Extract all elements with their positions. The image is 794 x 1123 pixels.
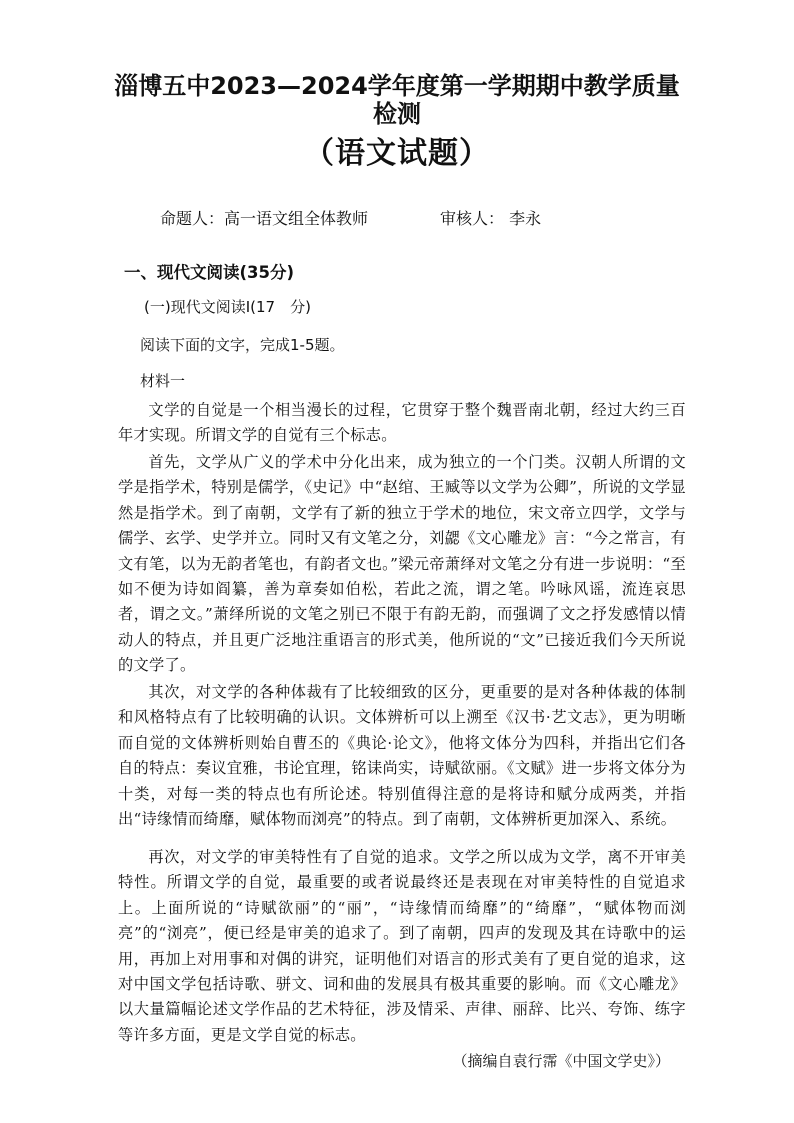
exam-title-line1: 淄博五中2023—2024学年度第一学期期中教学质量 bbox=[114, 72, 680, 100]
paragraph-2: 首先，文学从广义的学术中分化出来，成为独立的一个门类。汉朝人所谓的文学是指学术，特别是儒学，《史记》中“赵绾、王臧等以文学为公卿”，所说的文学显然是指学术。到了南朝，文学有了新的独立于学术的地位，宋文帝立四学，文学与儒学、玄学、史学并立。同时又有文笔之分，刘勰《文心雕龙》言：“今之常言，有文有笔，以为无韵者笔也，有韵者文也。”梁元帝萧绎对文笔之分有进一步说明：“至如不便为诗如阎纂，善为章奏如伯松，若此之流，谓之笔。吟咏风谣，流连哀思者，谓之文。”萧绎所说的文笔之别已不限于有韵无韵，而强调了文之抒发感情以情动人的特点，并且更广泛地注重语言的形式美，他所说的“文”已接近我们今天所说的文学了。 bbox=[118, 453, 687, 675]
reading-instruction: 阅读下面的文字，完成1-5题。 bbox=[140, 336, 345, 354]
author-line: 命题人：高一语文组全体教师 bbox=[160, 209, 369, 228]
paragraph-4: 再次，对文学的审美特性有了自觉的追求。文学之所以成为文学，离不开审美特性。所谓文学的自觉，最重要的或者说最终还是表现在对审美特性的自觉追求上。上面所说的“诗赋欲丽”的“丽”，“诗缘情而绮靡”的“绮靡”，“赋体物而浏亮”的“浏亮”，便已经是审美的追求了。到了南朝，四声的发现及其在诗歌中的运用，再加上对用事和对偶的讲究，证明他们对语言的形式美有了更自觉的追求，这对中国文学包括诗歌、骈文、词和曲的发展具有极其重要的影响。而《文心雕龙》以大量篇幅论述文学作品的艺术特征，涉及情采、声律、丽辞、比兴、夸饰、练字等许多方面，更是文学自觉的标志。 bbox=[118, 848, 686, 1044]
section-heading: 一、现代文阅读(35分) bbox=[124, 263, 295, 282]
paragraph-3: 其次，对文学的各种体裁有了比较细致的区分，更重要的是对各种体裁的体制和风格特点有了比较明确的认识。文体辨析可以上溯至《汉书·艺文志》，更为明晰而自觉的文体辨析则始自曹丕的《典论·论文》，他将文体分为四科，并指出它们各自的特点：奏议宜雅，书论宜理，铭诔尚实，诗赋欲丽。《文赋》进一步将文体分为十类，对每一类的特点也有所论述。特别值得注意的是将诗和赋分成两类，并指出“诗缘情而绮靡，赋体物而浏亮”的特点。到了南朝，文体辨析更加深入、系统。 bbox=[118, 683, 686, 829]
source-citation: （摘编自袁行霈《中国文学史》） bbox=[452, 1052, 670, 1070]
paragraph-1: 文学的自觉是一个相当漫长的过程，它贯穿于整个魏晋南北朝，经过大约三百年才实现。所谓文学的自觉有三个标志。 bbox=[118, 401, 686, 445]
exam-subtitle: （语文试题） bbox=[304, 136, 490, 171]
reviewer-line: 审核人： 李永 bbox=[440, 209, 542, 228]
subsection-heading: (一)现代文阅读I(17 分) bbox=[144, 298, 311, 316]
material-label: 材料一 bbox=[140, 372, 186, 390]
exam-title-line2: 检测 bbox=[373, 100, 421, 128]
